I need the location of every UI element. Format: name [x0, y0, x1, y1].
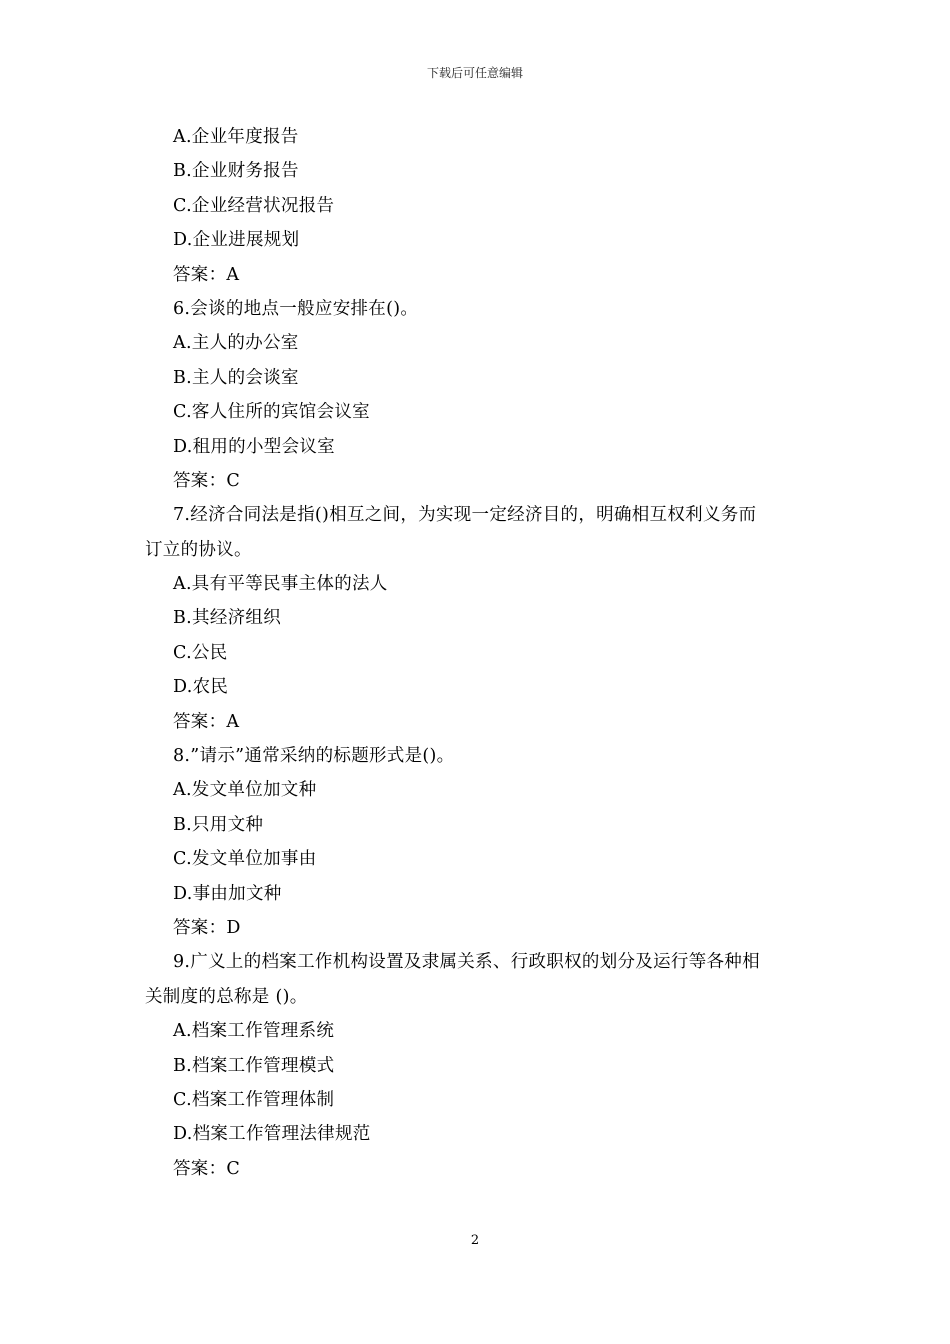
page-number: 2	[470, 1233, 480, 1248]
option-line: B.主人的会谈室	[173, 367, 299, 388]
question-line: 8.”请示”通常采纳的标题形式是()。	[173, 746, 455, 767]
option-line: D.档案工作管理法律规范	[173, 1124, 371, 1145]
question-line-continued: 关制度的总称是 ()。	[145, 986, 308, 1007]
answer-line: 答案：A	[173, 711, 240, 732]
option-line: A.企业年度报告	[173, 127, 299, 147]
answer-line: 答案：A	[173, 264, 240, 285]
question-line: 7.经济合同法是指()相互之间，为实现一定经济目的，明确相互权利义务而	[173, 505, 757, 526]
option-line: D.租用的小型会议室	[173, 436, 335, 457]
option-line: A.档案工作管理系统	[173, 1021, 335, 1042]
option-line: B.其经济组织	[173, 608, 282, 629]
option-line: B.企业财务报告	[173, 161, 299, 182]
answer-line: 答案：D	[173, 917, 241, 938]
option-line: D.事由加文种	[173, 883, 282, 904]
option-line: C.客人住所的宾馆会议室	[173, 402, 370, 423]
answer-line: 答案：C	[173, 1158, 241, 1179]
option-line: A.主人的办公室	[173, 333, 299, 354]
option-line: D.农民	[173, 677, 229, 698]
option-line: A.具有平等民事主体的法人	[173, 574, 388, 595]
question-line: 9.广义上的档案工作机构设置及隶属关系、行政职权的划分及运行等各种相	[173, 952, 760, 973]
option-line: C.档案工作管理体制	[173, 1089, 335, 1110]
question-line: 6.会谈的地点一般应安排在()。	[173, 298, 419, 319]
question-line-continued: 订立的协议。	[145, 539, 252, 560]
document-body	[145, 120, 813, 1186]
option-line: D.企业进展规划	[173, 230, 300, 251]
option-line: C.公民	[173, 642, 228, 663]
page-header: 下载后可任意编辑	[426, 66, 523, 80]
option-line: B.档案工作管理模式	[173, 1055, 335, 1076]
option-line: C.发文单位加事由	[173, 849, 317, 870]
option-line: B.只用文种	[173, 814, 264, 835]
answer-line: 答案：C	[173, 470, 241, 491]
option-line: A.发文单位加文种	[173, 780, 317, 801]
option-line: C.企业经营状况报告	[173, 195, 335, 216]
